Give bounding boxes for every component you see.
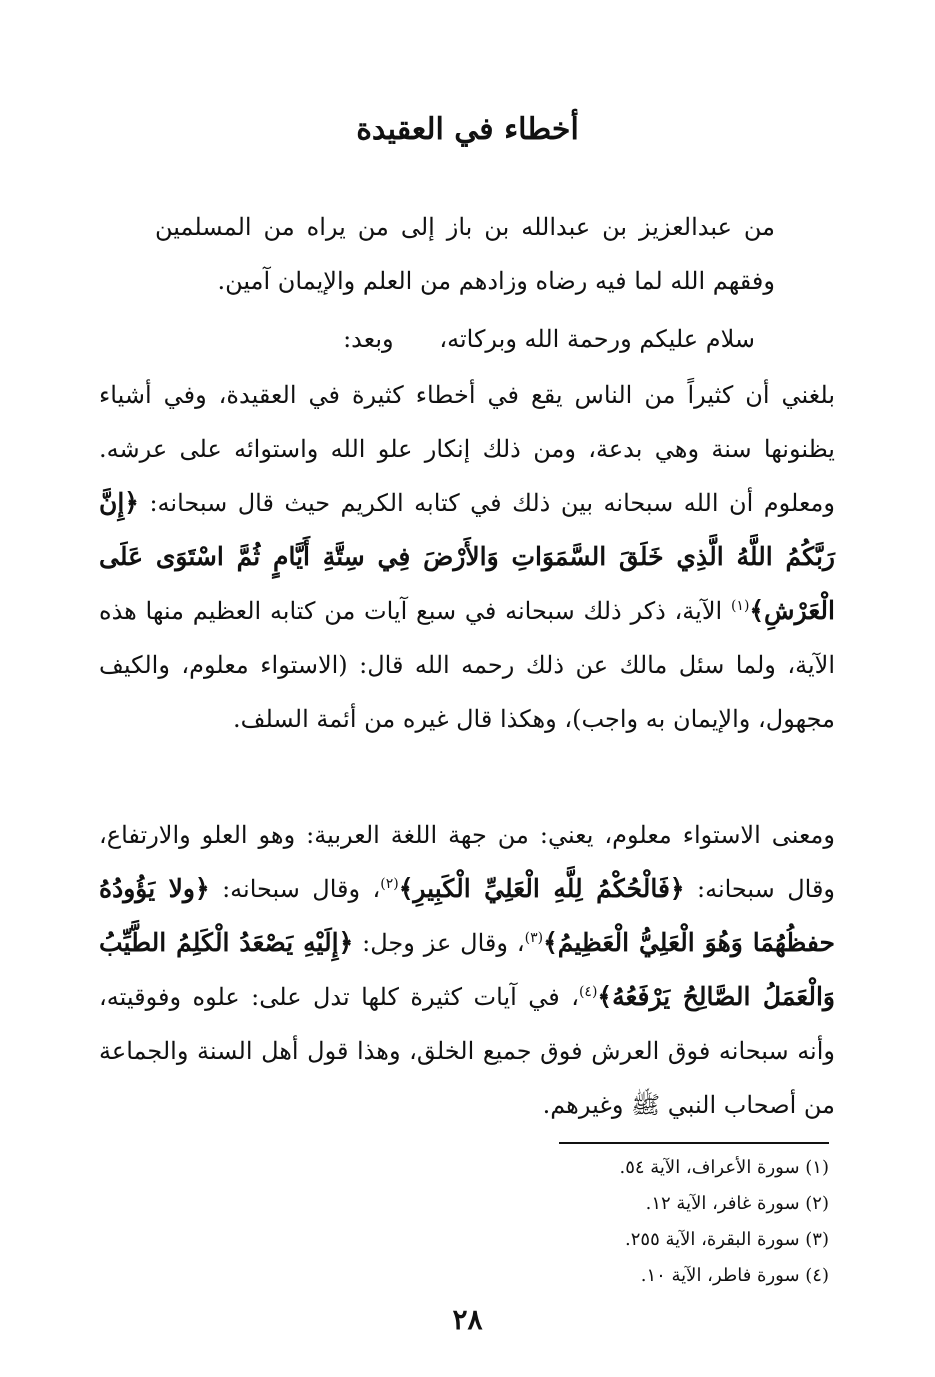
footnote-ref-3: (٣)	[524, 930, 544, 946]
footnote-ref-2: (٢)	[380, 876, 399, 892]
quran-verse-4: ﴿إِلَيْهِ يَصْعَدُ الْكَلِمُ الطَّيِّبُ وَالْعَمَلُ الصَّالِحُ يَرْفَعُهُ﴾	[99, 928, 835, 1011]
quran-verse-1: ﴿إِنَّ رَبَّكُمُ اللَّهُ الَّذِي خَلَقَ السَّمَوَاتِ وَالأَرْضَ فِي سِتَّةِ أَيَّامٍ ثُمَّ اسْتَوَى عَلَى الْعَرْشِ﴾	[99, 488, 835, 625]
paragraph-2-text-a: ومعنى الاستواء معلوم، يعني: من جهة اللغة العربية: وهو العلو والارتفاع، وقال سبحانه:	[99, 821, 836, 903]
footnote-ref-4: (٤)	[578, 984, 598, 1000]
paragraph-2-text-d: ، في آيات كثيرة كلها تدل على: علوه وفوقيته، وأنه سبحانه فوق العرش فوق جميع الخلق، وهذا قول أهل السنة والجماعة من أصحاب النبي ﷺ وغيرهم.	[99, 983, 835, 1119]
footnote-separator	[559, 1142, 829, 1144]
greeting-paragraph: من عبدالعزيز بن عبدالله بن باز إلى من يراه من المسلمين وفقهم الله لما فيه رضاه وزادهم من العلم والإيمان آمين.	[155, 213, 775, 295]
quran-verse-2: ﴿فَالْحُكْمُ لِلَّهِ الْعَلِيِّ الْكَبِيرِ﴾	[398, 874, 685, 903]
page-title: أخطاء في العقيدة	[356, 112, 579, 147]
footnote-item: (٣) سورة البقرة، الآية ٢٥٥.	[625, 1229, 829, 1250]
footnote-item: (١) سورة الأعراف، الآية ٥٤.	[619, 1157, 829, 1178]
footnote-ref-1: (١)	[730, 598, 750, 614]
page-number: ٢٨	[452, 1303, 483, 1336]
paragraph-1-text-a: بلغني أن كثيراً من الناس يقع في أخطاء كثيرة في العقيدة، وفي أشياء يظنونها سنة وهي بدعة، ومن ذلك إنكار علو الله واستوائه على عرشه. ومعلوم أن الله سبحانه بين ذلك في كتابه الكريم حيث قال سبحانه:	[99, 381, 835, 517]
footnotes-list	[229, 1150, 829, 1294]
quran-verse-3: ﴿ولا يَؤُودُهُ حفظُهُمَا وَهُوَ الْعَلِيُّ الْعَظِيمُ﴾	[99, 874, 835, 957]
paragraph-2-text-c: ، وقال عز وجل:	[362, 929, 525, 957]
paragraph-1-text-b: الآية، ذكر ذلك سبحانه في سبع آيات من كتابه العظيم منها هذه الآية، ولما سئل مالك عن ذلك رحمه الله قال: (الاستواء معلوم، والكيف مجهول، والإيمان به واجب)، وهكذا قال غيره من أئمة السلف.	[99, 597, 835, 733]
paragraph-2-text-b: ، وقال سبحانه:	[222, 875, 381, 903]
salutation-line: سلام عليكم ورحمة الله وبركاته، وبعد:	[343, 325, 755, 353]
paragraph-1	[99, 368, 835, 746]
paragraph-2	[99, 808, 835, 1132]
footnote-item: (٢) سورة غافر، الآية ١٢.	[645, 1193, 829, 1214]
footnote-item: (٤) سورة فاطر، الآية ١٠.	[640, 1265, 829, 1286]
